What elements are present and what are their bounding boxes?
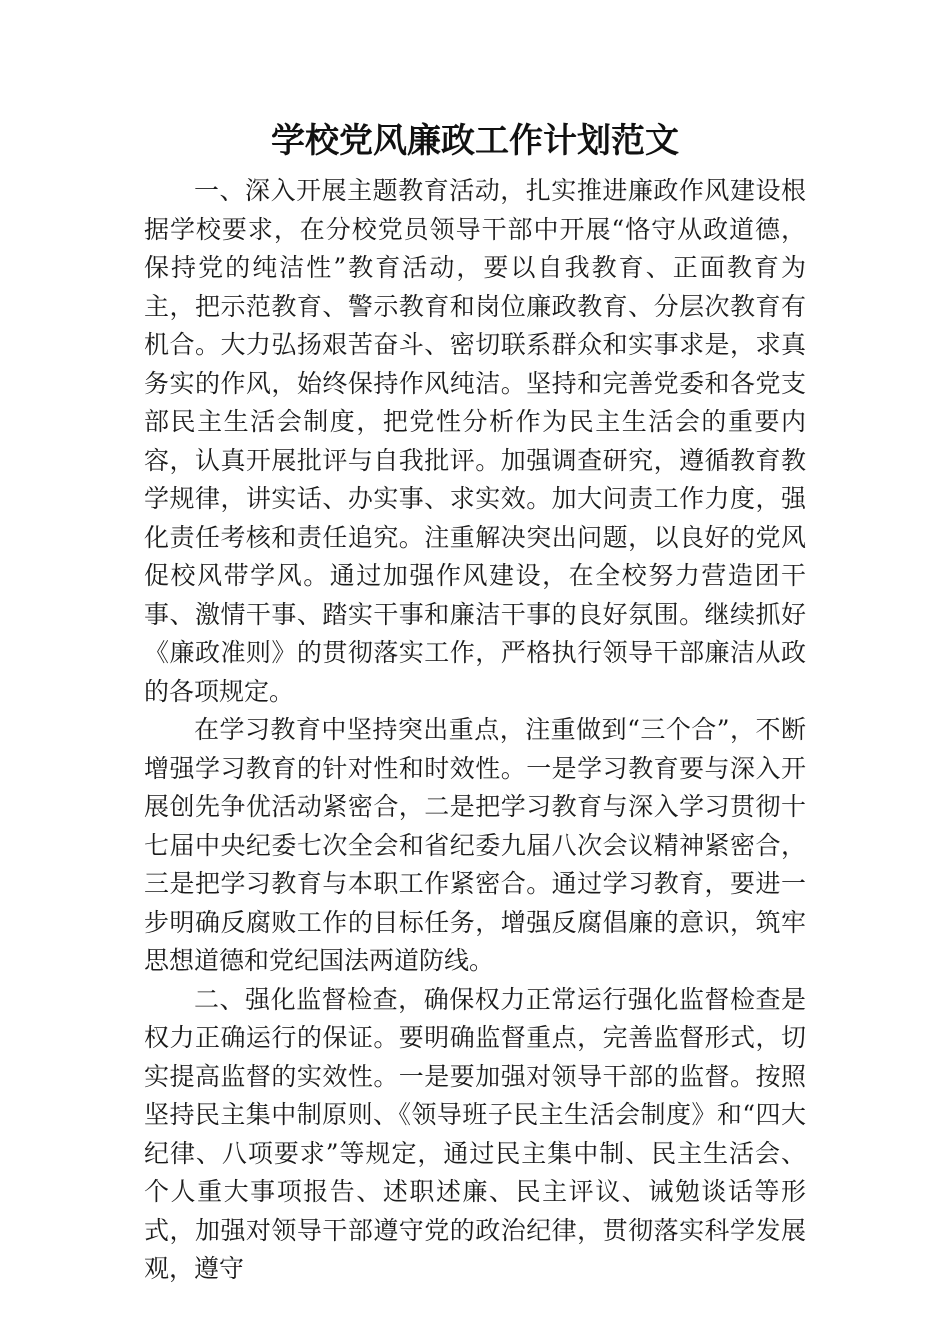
paragraph-2: 在学习教育中坚持突出重点，注重做到“三个合”，不断增强学习教育的针对性和时效性。一是学习教育要与深入开展创先争优活动紧密合，二是把学习教育与深入学习贯彻十七届中央纪委七次全会和省纪委九届八次会议精神紧密合，三是把学习教育与本职工作紧密合。通过学习教育，要进一步明确反腐败工作的目标任务，增强反腐倡廉的意识，筑牢思想道德和党纪国法两道防线。 — [144, 715, 806, 975]
paragraph-3: 二、强化监督检查，确保权力正常运行强化监督检查是权力正确运行的保证。要明确监督重点，完善监督形式，切实提高监督的实效性。一是要加强对领导干部的监督。按照坚持民主集中制原则、《领导班子民主生活会制度》和“四大纪律、八项要求”等规定，通过民主集中制、民主生活会、个人重大事项报告、述职述廉、民主评议、诫勉谈话等形式，加强对领导干部遵守党的政治纪律，贯彻落实科学发展观，遵守 — [144, 984, 806, 1283]
document-title: 学校党风廉政工作计划范文 — [271, 121, 679, 161]
paragraph-1: 一、深入开展主题教育活动，扎实推进廉政作风建设根据学校要求，在分校党员领导干部中开展“恪守从政道德，保持党的纯洁性”教育活动，要以自我教育、正面教育为主，把示范教育、警示教育和岗位廉政教育、分层次教育有机合。大力弘扬艰苦奋斗、密切联系群众和实事求是，求真务实的作风，始终保持作风纯洁。坚持和完善党委和各党支部民主生活会制度，把党性分析作为民主生活会的重要内容，认真开展批评与自我批评。加强调查研究，遵循教育教学规律，讲实话、办实事、求实效。加大问责工作力度，强化责任考核和责任追究。注重解决突出问题，以良好的党风促校风带学风。通过加强作风建设，在全校努力营造团干事、激情干事、踏实干事和廉洁干事的良好氛围。继续抓好《廉政准则》的贯彻落实工作，严格执行领导干部廉洁从政的各项规定。 — [144, 176, 806, 706]
document-body — [144, 172, 806, 1289]
